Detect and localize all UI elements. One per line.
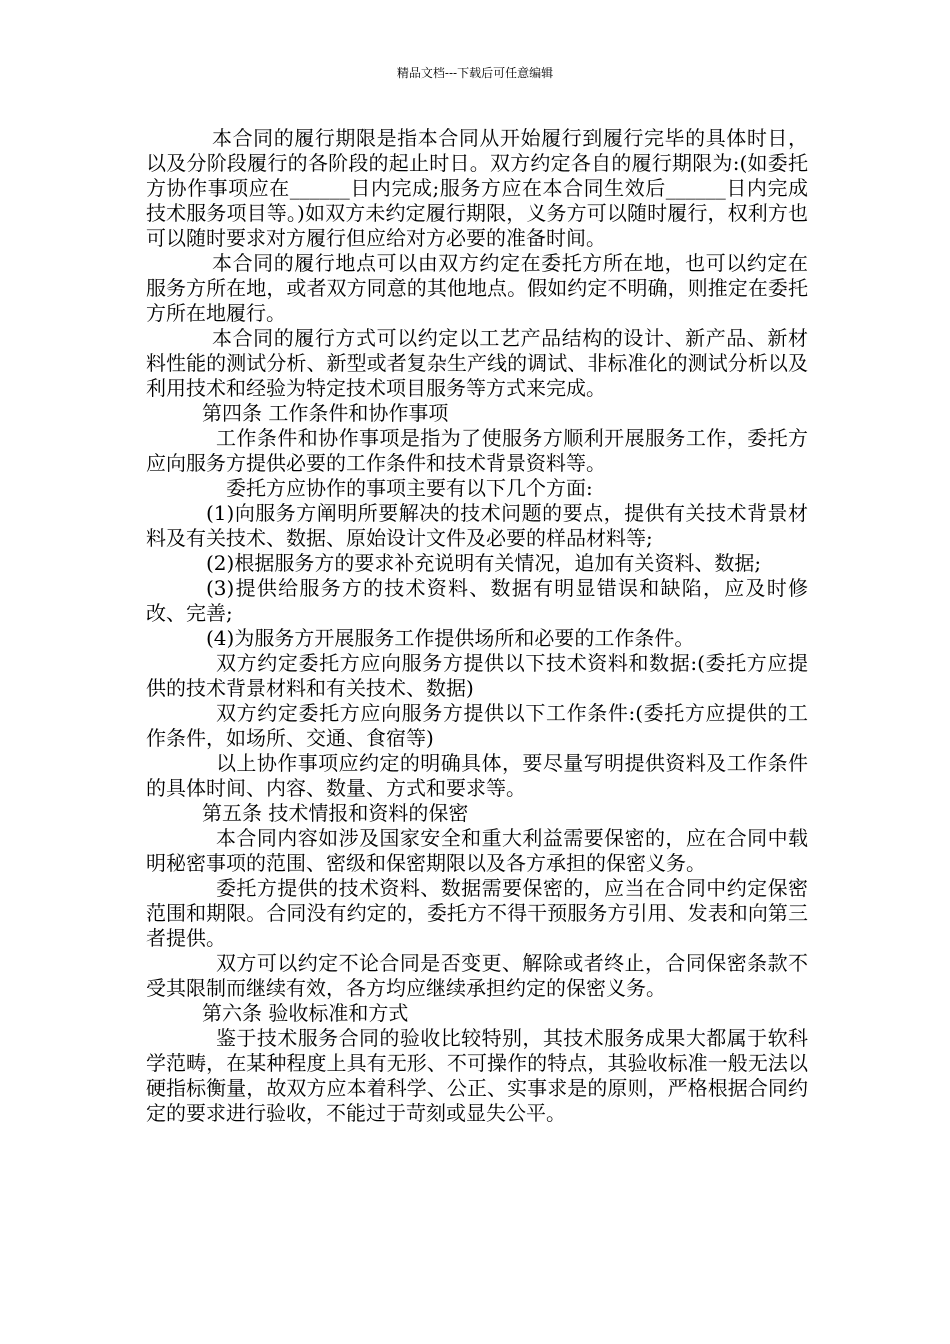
list-item-1: (1)向服务方阐明所要解决的技术问题的要点，提供有关技术背景材料及有关技术、数据、原始设计文件及必要的样品材料等; [146,501,808,550]
document-body [146,126,808,1126]
paragraph-confidentiality-survival: 双方可以约定不论合同是否变更、解除或者终止，合同保密条款不受其限制而继续有效，各方均应继续承担约定的保密义务。 [146,951,808,1000]
paragraph-acceptance-standards: 鉴于技术服务合同的验收比较特别，其技术服务成果大都属于软科学范畴，在某种程度上具有无形、不可操作的特点，其验收标准一般无法以硬指标衡量，故双方应本着科学、公正、实事求是的原则，严格根据合同约定的要求进行验收，不能过于苛刻或显失公平。 [146,1026,808,1125]
section-heading-article-4: 第四条 工作条件和协作事项 [202,401,449,425]
section-heading-article-5: 第五条 技术情报和资料的保密 [202,801,469,825]
list-item-2: (2)根据服务方的要求补充说明有关情况，追加有关资料、数据; [206,551,762,575]
paragraph-work-conditions: 工作条件和协作事项是指为了使服务方顺利开展服务工作，委托方应向服务方提供必要的工作条件和技术背景资料等。 [146,426,808,475]
paragraph-performance-method: 本合同的履行方式可以约定以工艺产品结构的设计、新产品、新材料性能的测试分析、新型或者复杂生产线的调试、非标准化的测试分析以及利用技术和经验为特定技术项目服务等方式来完成。 [146,326,808,400]
paragraph-cooperation-items-intro: 委托方应协作的事项主要有以下几个方面: [226,476,593,500]
list-item-3: (3)提供给服务方的技术资料、数据有明显错误和缺陷，应及时修改、完善; [146,576,808,625]
paragraph-national-security: 本合同内容如涉及国家安全和重大利益需要保密的，应在合同中载明秘密事项的范围、密级和保密期限以及各方承担的保密义务。 [146,826,808,875]
paragraph-work-conditions-provided: 双方约定委托方应向服务方提供以下工作条件:(委托方应提供的工作条件，如场所、交通、食宿等) [146,701,808,750]
paragraph-confidential-materials: 委托方提供的技术资料、数据需要保密的，应当在合同中约定保密范围和期限。合同没有约定的，委托方不得干预服务方引用、发表和向第三者提供。 [146,876,808,950]
paragraph-performance-period: 本合同的履行期限是指本合同从开始履行到履行完毕的具体时日，以及分阶段履行的各阶段的起止时日。双方约定各自的履行期限为:(如委托方协作事项应在______日内完成;服务方应在本合同生效后______日内完成技术服务项目等。)如双方未约定履行期限，义务方可以随时履行，权利方也可以随时要求对方履行但应给对方必要的准备时间。 [146,126,808,250]
paragraph-cooperation-specifics: 以上协作事项应约定的明确具体，要尽量写明提供资料及工作条件的具体时间、内容、数量、方式和要求等。 [146,751,808,800]
page-header: 精品文档---下载后可任意编辑 [396,66,554,80]
section-heading-article-6: 第六条 验收标准和方式 [202,1001,409,1025]
paragraph-performance-place: 本合同的履行地点可以由双方约定在委托方所在地，也可以约定在服务方所在地，或者双方同意的其他地点。假如约定不明确，则推定在委托方所在地履行。 [146,251,808,325]
paragraph-technical-materials: 双方约定委托方应向服务方提供以下技术资料和数据:(委托方应提供的技术背景材料和有关技术、数据) [146,651,808,700]
list-item-4: (4)为服务方开展服务工作提供场所和必要的工作条件。 [206,626,695,650]
